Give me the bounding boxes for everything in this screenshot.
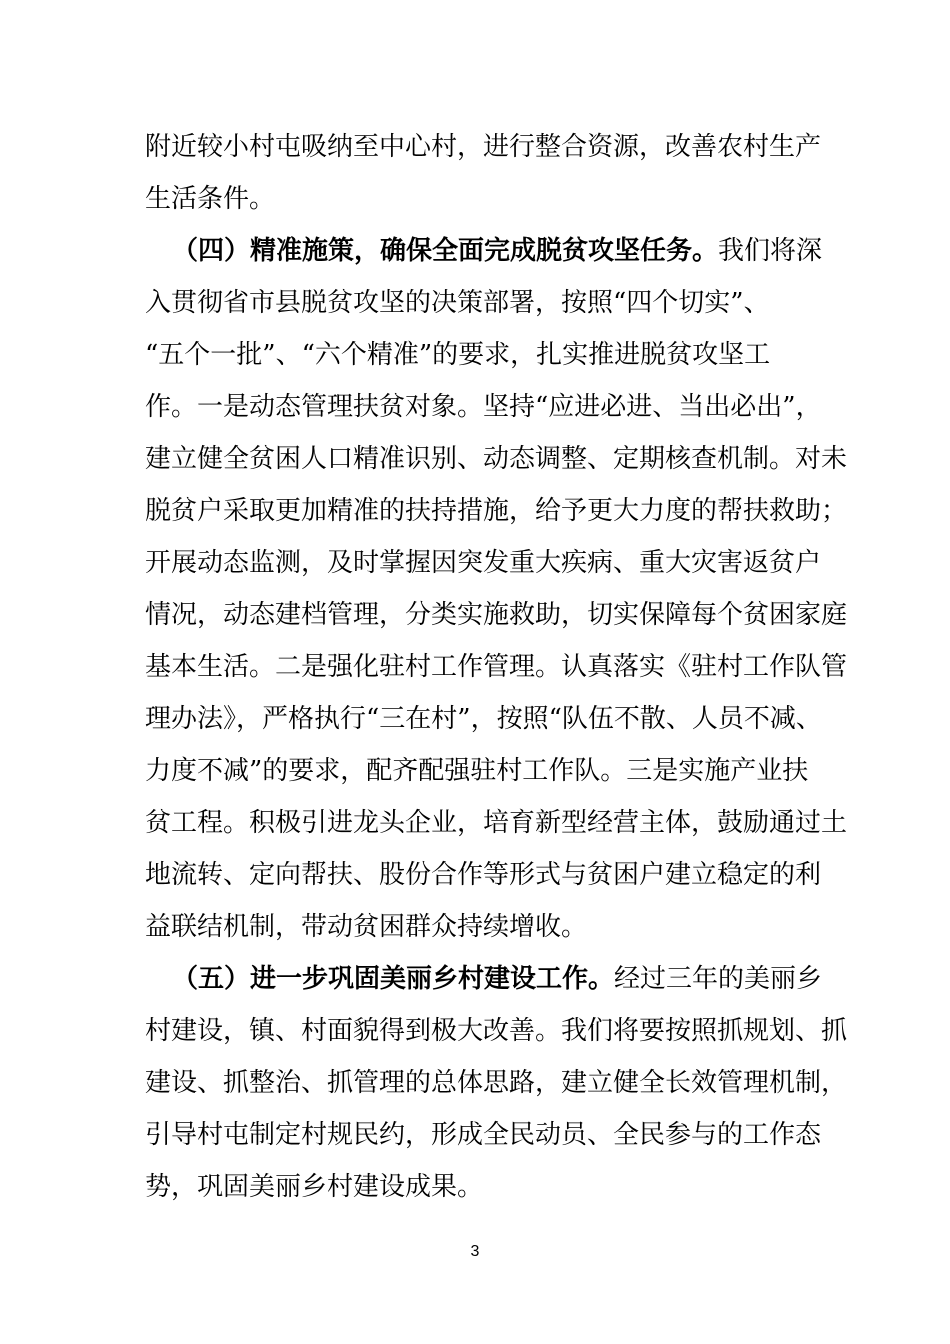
line-text: 地流转、定向帮扶、股份合作等形式与贫困户建立稳定的利 (145, 860, 822, 890)
body-line (145, 439, 847, 479)
body-line (145, 491, 847, 531)
body-line (145, 803, 847, 843)
body-line (145, 335, 770, 375)
body-line (145, 1167, 483, 1207)
section-heading-line (172, 231, 822, 271)
body-line (145, 1011, 847, 1051)
line-text: 脱贫户采取更加精准的扶持措施，给予更大力度的帮扶救助； (145, 496, 848, 526)
line-text: 我们将深 (718, 236, 823, 266)
line-text: 作。一是动态管理扶贫对象。坚持“应进必进、当出必出”， (145, 392, 822, 422)
line-text: 开展动态监测，及时掌握因突发重大疾病、重大灾害返贫户 (145, 548, 822, 578)
line-text: 建立健全贫困人口精准识别、动态调整、定期核查机制。对未 (145, 444, 848, 474)
line-text: 力度不减”的要求，配齐配强驻村工作队。三是实施产业扶 (145, 756, 809, 786)
body-line (145, 1063, 847, 1103)
body-line (145, 1115, 821, 1155)
body-line (145, 751, 808, 791)
line-text: 情况，动态建档管理，分类实施救助，切实保障每个贫困家庭 (145, 600, 848, 630)
line-text: 基本生活。二是强化驻村工作管理。认真落实《驻村工作队管 (145, 652, 848, 682)
line-text: 贫工程。积极引进龙头企业，培育新型经营主体，鼓励通过土 (145, 808, 848, 838)
body-line (145, 699, 822, 739)
line-text: 生活条件。 (145, 184, 276, 214)
line-text: 引导村屯制定村规民约，形成全民动员、全民参与的工作态 (145, 1120, 822, 1150)
line-text: 势，巩固美丽乡村建设成果。 (145, 1172, 484, 1202)
body-line (145, 595, 847, 635)
body-line (145, 855, 821, 895)
body-line (145, 907, 587, 947)
line-text: 入贯彻省市县脱贫攻坚的决策部署，按照“四个切实”、 (145, 288, 770, 318)
body-line (145, 387, 822, 427)
line-text: “五个一批”、“六个精准”的要求，扎实推进脱贫攻坚工 (145, 340, 771, 370)
line-text: 建设、抓整治、抓管理的总体思路，建立健全长效管理机制， (145, 1068, 848, 1098)
line-text: 附近较小村屯吸纳至中心村，进行整合资源，改善农村生产 (145, 132, 822, 162)
body-line (145, 283, 770, 323)
line-text: 经过三年的美丽乡 (614, 964, 823, 994)
body-line (145, 179, 275, 219)
section-heading-line (172, 959, 822, 999)
line-text: 益联结机制，带动贫困群众持续增收。 (145, 912, 588, 942)
body-line (145, 127, 821, 167)
line-text: 理办法》，严格执行“三在村”，按照“队伍不散、人员不减、 (145, 704, 822, 734)
line-text: 村建设，镇、村面貌得到极大改善。我们将要按照抓规划、抓 (145, 1016, 848, 1046)
section-heading-five: （五）进一步巩固美丽乡村建设工作。 (172, 964, 615, 994)
body-line (145, 543, 821, 583)
section-heading-four: （四）精准施策，确保全面完成脱贫攻坚任务。 (172, 236, 719, 266)
body-line (145, 647, 847, 687)
page-number: 3 (470, 1243, 480, 1260)
